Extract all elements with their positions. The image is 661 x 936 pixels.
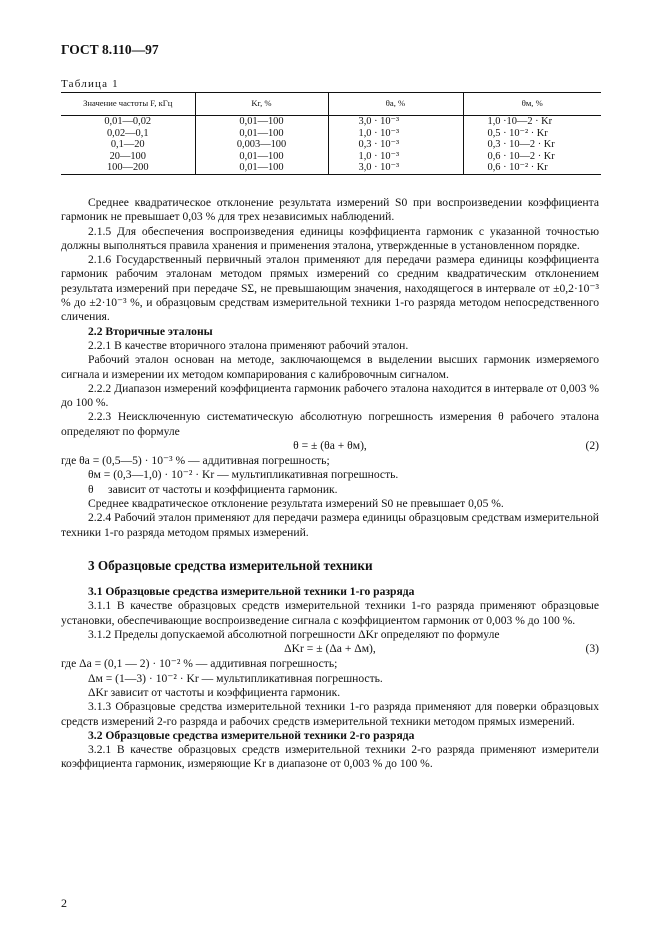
where-line: где θа = (0,5—5) · 10⁻³ % — аддитивная погрешность; bbox=[61, 454, 330, 468]
paragraph: 3.1.2 Пределы допускаемой абсолютной погрешности ΔKr определяют по формуле bbox=[88, 628, 500, 642]
where-line: θ зависит от частоты и коэффициента гармоник. bbox=[88, 482, 338, 496]
paragraph: Среднее квадратическое отклонение результата измерений S0 при воспроизведении коэффициента гармоник не превышает 0,03 % для трех независимых наблюдений. bbox=[61, 196, 599, 224]
table-row bbox=[61, 139, 601, 151]
paragraph: 3.1.3 Образцовые средства измерительной техники 1-го разряда применяют для поверки образцовых средств измерений 2-го разряда и рабочих средств измерительной техники методом прямых измерений. bbox=[61, 700, 599, 728]
paragraph: 2.1.5 Для обеспечения воспроизведения единицы коэффициента гармоник с указанной точностью должны выполняться правила хранения и применения эталона, утвержденные в установленном порядке. bbox=[61, 224, 599, 252]
section-heading: 2.2 Вторичные эталоны bbox=[88, 324, 213, 338]
where-line: θм = (0,3—1,0) · 10⁻² · Kr — мультипликативная погрешность. bbox=[88, 468, 399, 482]
formula-text: ΔKr = ± (Δа + Δм), bbox=[284, 642, 376, 656]
col-header: θм, % bbox=[463, 93, 601, 116]
where-line: Δм = (1—3) · 10⁻² · Kr — мультипликативная погрешность. bbox=[88, 671, 383, 685]
table-cell: 0,003—100 bbox=[195, 139, 328, 151]
formula-number: (2) bbox=[585, 439, 599, 453]
paragraph: 2.2.4 Рабочий эталон применяют для передачи размера единицы образцовым средствам измерительной техники 1-го разряда методом прямых измерений. bbox=[61, 511, 599, 539]
table-cell: 0,5 · 10⁻² · Kr bbox=[463, 128, 601, 140]
table-cell: 0,6 · 10—2 · Kr bbox=[463, 151, 601, 163]
table-cell: 0,1—20 bbox=[110, 139, 145, 151]
paragraph: 2.2.2 Диапазон измерений коэффициента гармоник рабочего эталона находится в интервале от 0,003 % до 100 %. bbox=[61, 381, 599, 410]
table-cell: 0,01—0,02 bbox=[104, 116, 152, 128]
table-cell: 0,01—100 bbox=[195, 162, 328, 174]
table-row bbox=[61, 128, 601, 140]
paragraph: Рабочий эталон основан на методе, заключающемся в выделении высших гармоник измеряемого сигнала и измерении их методом компарирования с калибровочным сигналом. bbox=[61, 353, 599, 381]
table-row bbox=[61, 162, 601, 174]
table-cell: 0,3 · 10⁻³ bbox=[328, 139, 463, 151]
formula-number: (3) bbox=[585, 642, 599, 656]
chapter-heading: 3 Образцовые средства измерительной техники bbox=[88, 557, 373, 573]
table-cell: 0,3 · 10—2 · Kr bbox=[463, 139, 601, 151]
paragraph: Среднее квадратическое отклонение результата измерений S0 не превышает 0,05 %. bbox=[88, 496, 504, 510]
table-cell: 0,01—100 bbox=[195, 128, 328, 140]
document-header: ГОСТ 8.110—97 bbox=[61, 42, 159, 57]
table-cell: 0,02—0,1 bbox=[106, 127, 149, 139]
col-header: θa, % bbox=[328, 93, 463, 116]
table-row bbox=[61, 151, 601, 163]
table-cell: 0,01—100 bbox=[195, 116, 328, 128]
table-cell: 100—200 bbox=[61, 162, 195, 174]
table-caption: Таблица 1 bbox=[61, 78, 119, 90]
table-cell: 0,01—100 bbox=[195, 151, 328, 163]
paragraph: 2.2.1 В качестве вторичного эталона применяют рабочий эталон. bbox=[88, 338, 409, 352]
section-heading: 3.2 Образцовые средства измерительной техники 2-го разряда bbox=[88, 728, 415, 742]
document-body bbox=[61, 196, 599, 772]
page-number: 2 bbox=[61, 896, 67, 910]
where-line: где Δа = (0,1 — 2) · 10⁻² % — аддитивная погрешность; bbox=[61, 657, 338, 671]
table-cell: 1,0 · 10⁻³ bbox=[328, 128, 463, 140]
col-header: Значение частоты F, кГц bbox=[61, 93, 195, 116]
formula-text: θ = ± (θа + θм), bbox=[293, 439, 367, 453]
formula-2 bbox=[61, 439, 599, 454]
paragraph: 3.2.1 В качестве образцовых средств измерительной техники 2-го разряда применяют измерители коэффициента гармоник, измеряющие Kr в диапазоне от 0,003 % до 100 %. bbox=[61, 743, 599, 771]
table-cell: 1,0 · 10⁻³ bbox=[328, 151, 463, 163]
table-cell: 20—100 bbox=[109, 150, 146, 162]
paragraph: 2.2.3 Неисключенную систематическую абсолютную погрешность измерения θ рабочего эталона определяют по формуле bbox=[61, 410, 599, 438]
paragraph: 3.1.1 В качестве образцовых средств измерительной техники 1-го разряда применяют образцовые установки, обеспечивающие воспроизведение сигнала с коэффициентом гармоник от 0,003 % до 100 %. bbox=[61, 599, 599, 627]
table-cell: 0,6 · 10⁻² · Kr bbox=[463, 162, 601, 174]
table-row bbox=[61, 116, 601, 128]
table-header-row bbox=[61, 93, 601, 116]
table-cell: 1,0 ·10—2 · Kr bbox=[463, 116, 601, 128]
frequency-table bbox=[61, 92, 601, 175]
table-cell: 3,0 · 10⁻³ bbox=[328, 162, 463, 174]
table-cell: 3,0 · 10⁻³ bbox=[328, 116, 463, 128]
section-heading: 3.1 Образцовые средства измерительной техники 1-го разряда bbox=[88, 585, 415, 599]
where-line: ΔKr зависит от частоты и коэффициента гармоник. bbox=[88, 685, 341, 699]
paragraph: 2.1.6 Государственный первичный эталон применяют для передачи размера единицы коэффициента гармоник рабочим эталонам методом прямых измерений со средним квадратическим отклонением результата измерений при передаче SΣ, не превышающим значения, находящегося в интервале от ±0,2·10⁻³ % до ±2·10⁻³ %, и образцовым средствам измерительной техники 1-го разряда методом непосредственного сличения. bbox=[61, 253, 599, 324]
col-header: Kr, % bbox=[195, 93, 328, 116]
formula-3 bbox=[61, 642, 599, 657]
